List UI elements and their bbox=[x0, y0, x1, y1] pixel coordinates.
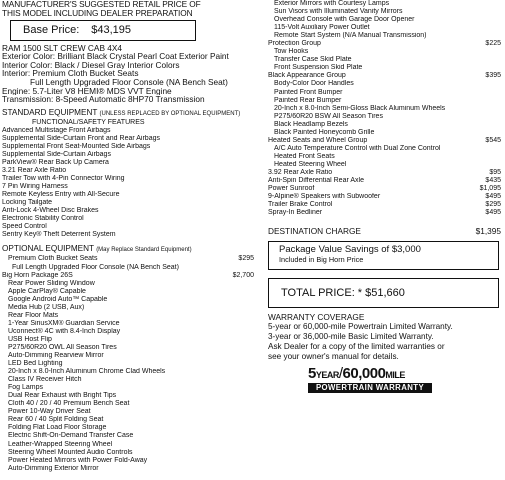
equipment-item bbox=[268, 8, 501, 16]
optional-equipment-list bbox=[2, 255, 254, 472]
equipment-item-label: Rear Floor Mats bbox=[8, 311, 59, 319]
equipment-item bbox=[2, 336, 254, 344]
equipment-item-label: Electronic Stability Control bbox=[2, 215, 84, 223]
equipment-item-label: Apple CarPlay® Capable bbox=[8, 287, 86, 295]
equipment-item-label: Transfer Case Skid Plate bbox=[274, 56, 352, 64]
base-price-label: Base Price: bbox=[23, 24, 80, 37]
vehicle-details bbox=[2, 44, 254, 104]
equipment-item-label: LED Bed Lighting bbox=[8, 360, 63, 368]
equipment-item-label: Black Headlamp Bezels bbox=[274, 120, 348, 128]
equipment-item-label: Folding Flat Load Floor Storage bbox=[8, 424, 107, 432]
standard-title: STANDARD EQUIPMENT bbox=[2, 107, 98, 117]
optional-equipment-list-continued bbox=[268, 0, 501, 217]
equipment-item bbox=[268, 201, 501, 209]
equipment-item-label: Black Painted Honeycomb Grille bbox=[274, 128, 375, 136]
warranty-line: see your owner's manual for details. bbox=[268, 351, 399, 361]
equipment-item bbox=[2, 352, 254, 360]
equipment-item bbox=[2, 231, 254, 239]
equipment-item bbox=[268, 121, 501, 129]
equipment-item-label: USB Host Flip bbox=[8, 335, 52, 343]
equipment-item-price: $495 bbox=[485, 209, 501, 217]
equipment-item-label: Protection Group bbox=[268, 40, 321, 48]
equipment-item-label: 1-Year SiriusXM® Guardian Service bbox=[8, 319, 120, 327]
warranty-title: WARRANTY COVERAGE bbox=[268, 311, 365, 322]
vehicle-model: RAM 1500 SLT CREW CAB 4X4 bbox=[2, 43, 123, 53]
package-savings-text: Package Value Savings of $3,000 bbox=[279, 243, 421, 255]
equipment-item-label: Heated Seats and Wheel Group bbox=[268, 136, 368, 144]
equipment-item bbox=[268, 185, 501, 193]
transmission: Transmission: 8-Speed Automatic 8HP70 Transmission bbox=[2, 95, 205, 104]
equipment-item-label: Supplemental Side-Curtain Airbags bbox=[2, 150, 111, 158]
exterior-color: Exterior Color: Brilliant Black Crystal Pearl Coat Exterior Paint bbox=[2, 52, 229, 61]
equipment-item-label: Overhead Console with Garage Door Opener bbox=[274, 16, 415, 24]
equipment-item-label: P275/60R20 BSW All Season Tires bbox=[274, 112, 383, 120]
equipment-item bbox=[268, 137, 501, 145]
equipment-item-label: Power Heated Mirrors with Power Fold-Away bbox=[8, 456, 148, 464]
equipment-item bbox=[268, 24, 501, 32]
equipment-item bbox=[2, 304, 254, 312]
equipment-item-label: A/C Auto Temperature Control with Dual Zone Control bbox=[274, 144, 441, 152]
equipment-item-label: Power Sunroof bbox=[268, 185, 315, 193]
equipment-item-label: Supplemental Side-Curtain Front and Rear Airbags bbox=[2, 134, 160, 142]
engine: Engine: 5.7-Liter V8 HEMI® MDS VVT Engine bbox=[2, 86, 172, 96]
equipment-item-label: Painted Rear Bumper bbox=[274, 96, 342, 104]
equipment-item bbox=[268, 209, 501, 217]
right-column bbox=[268, 0, 501, 393]
equipment-item-label: Leather-Wrapped Steering Wheel bbox=[8, 440, 113, 448]
equipment-item bbox=[268, 64, 501, 72]
equipment-item bbox=[268, 16, 501, 24]
equipment-item bbox=[2, 159, 254, 167]
equipment-item bbox=[2, 400, 254, 408]
package-included-text: Included in Big Horn Price bbox=[279, 254, 364, 264]
logo-miles: 60,000 bbox=[342, 364, 386, 382]
interior: Interior: Premium Cloth Bucket Seats bbox=[2, 69, 139, 78]
equipment-item bbox=[2, 223, 254, 231]
equipment-item-label: Painted Front Bumper bbox=[274, 88, 343, 96]
logo-years: 5 bbox=[308, 364, 316, 382]
warranty-logo-text: 5YEAR/60,000MILE bbox=[308, 364, 405, 382]
equipment-item bbox=[2, 368, 254, 376]
equipment-item-label: Front Suspension Skid Plate bbox=[274, 64, 363, 72]
equipment-item-label: Heated Front Seats bbox=[274, 152, 335, 160]
equipment-item bbox=[268, 72, 501, 80]
warranty-line: 5-year or 60,000-mile Powertrain Limited Warranty. bbox=[268, 321, 453, 331]
equipment-item-label: Cloth 40 / 20 / 40 Premium Bench Seat bbox=[8, 400, 130, 408]
equipment-item bbox=[2, 384, 254, 392]
equipment-item-label: 3.92 Rear Axle Ratio bbox=[268, 168, 333, 176]
equipment-item-label: Sentry Key® Theft Deterrent System bbox=[2, 231, 116, 239]
equipment-item-label: Fog Lamps bbox=[8, 384, 44, 392]
base-price-box bbox=[10, 20, 196, 41]
equipment-item-label: Steering Wheel Mounted Audio Controls bbox=[8, 448, 133, 456]
equipment-item-label: 20-Inch x 8.0-Inch Semi-Gloss Black Aluminum Wheels bbox=[274, 104, 446, 112]
equipment-item-label: Remote Keyless Entry with All-Secure bbox=[2, 191, 120, 199]
equipment-item-label: Auto-Dimming Rearview Mirror bbox=[8, 352, 104, 360]
equipment-item bbox=[2, 255, 254, 263]
equipment-item-label: Exterior Mirrors with Courtesy Lamps bbox=[274, 0, 390, 7]
equipment-item-label: 7 Pin Wiring Harness bbox=[2, 183, 68, 191]
equipment-item-label: Uconnect® 4C with 8.4-Inch Display bbox=[8, 327, 121, 335]
equipment-item bbox=[268, 129, 501, 137]
warranty-line: 3-year or 36,000-mile Basic Limited Warranty. bbox=[268, 331, 434, 341]
equipment-item-label: Spray-In Bedliner bbox=[268, 209, 323, 217]
equipment-item bbox=[2, 441, 254, 449]
equipment-item bbox=[2, 183, 254, 191]
equipment-item bbox=[268, 32, 501, 40]
equipment-item-label: Supplemental Front Seat-Mounted Side Airbags bbox=[2, 142, 151, 150]
equipment-item bbox=[268, 113, 501, 121]
equipment-item-label: 20-Inch x 8.0-Inch Aluminum Chrome Clad Wheels bbox=[8, 368, 166, 376]
equipment-item bbox=[2, 344, 254, 352]
equipment-item bbox=[268, 145, 501, 153]
equipment-item-label: Advanced Multistage Front Airbags bbox=[2, 126, 111, 134]
equipment-item-label: Power 10-Way Driver Seat bbox=[8, 408, 91, 416]
equipment-item bbox=[2, 416, 254, 424]
equipment-item bbox=[2, 199, 254, 207]
equipment-item-label: Rear Power Sliding Window bbox=[8, 279, 95, 287]
equipment-item-price: $395 bbox=[485, 72, 501, 80]
equipment-item-label: Class IV Receiver Hitch bbox=[8, 376, 82, 384]
destination-price: $1,395 bbox=[475, 227, 501, 236]
equipment-item bbox=[2, 432, 254, 440]
equipment-item-price: $435 bbox=[485, 177, 501, 185]
equipment-item-label: Auto-Dimming Exterior Mirror bbox=[8, 464, 99, 472]
equipment-item bbox=[268, 56, 501, 64]
equipment-item-label: Tow Hooks bbox=[274, 48, 309, 56]
equipment-item-label: Premium Cloth Bucket Seats bbox=[8, 255, 98, 263]
equipment-item bbox=[2, 457, 254, 465]
equipment-item-label: Dual Rear Exhaust with Bright Tips bbox=[8, 392, 117, 400]
equipment-item bbox=[2, 151, 254, 159]
equipment-item bbox=[2, 408, 254, 416]
base-price-value: $43,195 bbox=[91, 24, 132, 37]
equipment-item bbox=[2, 376, 254, 384]
equipment-item bbox=[2, 191, 254, 199]
equipment-item bbox=[268, 105, 501, 113]
equipment-item bbox=[2, 272, 254, 280]
logo-powertrain-bar: POWERTRAIN WARRANTY bbox=[308, 383, 432, 393]
equipment-item-label: Locking Tailgate bbox=[2, 199, 53, 207]
warranty-line: Ask Dealer for a copy of the limited warranties or bbox=[268, 341, 445, 351]
equipment-item-price: $545 bbox=[485, 136, 501, 144]
optional-note: (May Replace Standard Equipment) bbox=[96, 247, 192, 254]
equipment-item bbox=[268, 169, 501, 177]
equipment-item-label: Trailer Tow with 4-Pin Connector Wiring bbox=[2, 175, 125, 183]
equipment-item bbox=[2, 392, 254, 400]
equipment-item-label: Anti-Spin Differential Rear Axle bbox=[268, 177, 364, 185]
equipment-item-label: ParkView® Rear Back Up Camera bbox=[2, 158, 109, 166]
standard-note: (UNLESS REPLACED BY OPTIONAL EQUIPMENT) bbox=[99, 110, 241, 117]
equipment-item-price: $2,700 bbox=[232, 271, 254, 279]
logo-mile-word: MILE bbox=[385, 369, 405, 380]
equipment-item-price: $295 bbox=[238, 255, 254, 263]
equipment-item bbox=[268, 40, 501, 48]
package-savings-box bbox=[268, 241, 499, 270]
equipment-item-label: Media Hub (2 USB, Aux) bbox=[8, 303, 85, 311]
standard-subtitle: FUNCTIONAL/SAFETY FEATURES bbox=[32, 118, 145, 126]
equipment-item-label: 9-Alpine® Speakers with Subwoofer bbox=[268, 193, 381, 201]
total-price: TOTAL PRICE: * $51,660 bbox=[281, 286, 405, 299]
equipment-item-label: Remote Start System (N/A Manual Transmission) bbox=[274, 32, 427, 40]
total-price-box bbox=[268, 278, 499, 308]
equipment-item bbox=[2, 135, 254, 143]
equipment-item bbox=[268, 0, 501, 8]
equipment-item-label: Speed Control bbox=[2, 223, 47, 231]
equipment-item-label: Electric Shift-On-Demand Transfer Case bbox=[8, 432, 134, 440]
equipment-item-label: Big Horn Package 26S bbox=[2, 271, 73, 279]
equipment-item-label: Google Android Auto™ Capable bbox=[8, 295, 108, 303]
equipment-item bbox=[2, 280, 254, 288]
equipment-item-price: $225 bbox=[485, 40, 501, 48]
equipment-item bbox=[2, 127, 254, 135]
logo-year-word: YEAR bbox=[315, 369, 339, 380]
equipment-item bbox=[2, 424, 254, 432]
equipment-item bbox=[2, 207, 254, 215]
equipment-item-price: $495 bbox=[485, 193, 501, 201]
equipment-item bbox=[268, 80, 501, 88]
equipment-item bbox=[268, 177, 501, 185]
equipment-item bbox=[2, 167, 254, 175]
equipment-item-label: Heated Steering Wheel bbox=[274, 160, 347, 168]
equipment-item bbox=[268, 153, 501, 161]
header-line-1: MANUFACTURER'S SUGGESTED RETAIL PRICE OF bbox=[2, 0, 201, 9]
equipment-item-label: P275/60R20 OWL All Season Tires bbox=[8, 343, 117, 351]
equipment-item bbox=[2, 465, 254, 473]
equipment-item-label: Black Appearance Group bbox=[268, 72, 346, 80]
interior-console: Full Length Upgraded Floor Console (NA Bench Seat) bbox=[30, 77, 228, 87]
interior-color: Interior Color: Black / Diesel Gray Interior Colors bbox=[2, 60, 180, 70]
equipment-item-label: Full Length Upgraded Floor Console (NA Bench Seat) bbox=[12, 263, 179, 271]
optional-title: OPTIONAL EQUIPMENT bbox=[2, 244, 94, 254]
equipment-item-label: Rear 60 / 40 Split Folding Seat bbox=[8, 416, 104, 424]
equipment-item bbox=[2, 360, 254, 368]
equipment-item-price: $295 bbox=[485, 201, 501, 209]
equipment-item bbox=[268, 193, 501, 201]
equipment-item-price: $95 bbox=[489, 168, 501, 176]
equipment-item-label: Trailer Brake Control bbox=[268, 201, 333, 209]
equipment-item bbox=[268, 97, 501, 105]
left-column bbox=[2, 0, 254, 473]
equipment-item-label: 115-Volt Auxiliary Power Outlet bbox=[274, 24, 370, 32]
warranty-logo bbox=[308, 366, 432, 393]
standard-equipment-list bbox=[2, 127, 254, 240]
equipment-item bbox=[2, 328, 254, 336]
equipment-item bbox=[268, 48, 501, 56]
equipment-item bbox=[2, 143, 254, 151]
equipment-item bbox=[2, 449, 254, 457]
standard-equipment-heading bbox=[2, 108, 254, 119]
equipment-item bbox=[2, 312, 254, 320]
equipment-item bbox=[2, 296, 254, 304]
equipment-item bbox=[2, 288, 254, 296]
equipment-item-label: Body-Color Door Handles bbox=[274, 80, 354, 88]
equipment-item bbox=[2, 320, 254, 328]
destination-row bbox=[268, 227, 501, 236]
equipment-item bbox=[2, 264, 254, 272]
equipment-item-label: Anti-Lock 4-Wheel Disc Brakes bbox=[2, 207, 99, 215]
optional-equipment-heading bbox=[2, 244, 254, 255]
equipment-item bbox=[2, 175, 254, 183]
equipment-item-label: Sun Visors with Illuminated Vanity Mirrors bbox=[274, 8, 403, 16]
destination-label: DESTINATION CHARGE bbox=[268, 227, 361, 236]
equipment-item-price: $1,095 bbox=[479, 185, 501, 193]
equipment-item bbox=[268, 161, 501, 169]
equipment-item bbox=[268, 89, 501, 97]
header-line-2: THIS MODEL INCLUDING DEALER PREPARATION bbox=[2, 7, 193, 18]
equipment-item bbox=[2, 215, 254, 223]
equipment-item-label: 3.21 Rear Axle Ratio bbox=[2, 167, 67, 175]
